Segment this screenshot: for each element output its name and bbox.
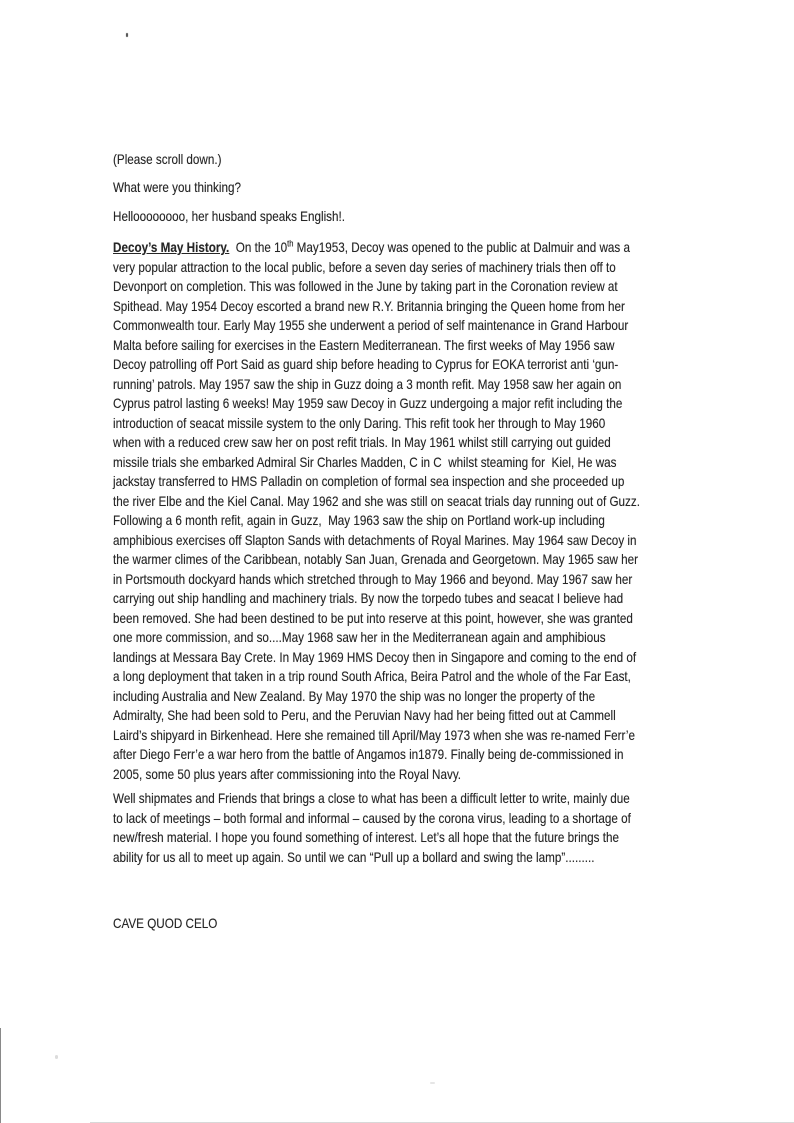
- text-line: introduction of seacat missile system to the only Daring. This refit took her through to May 1960: [113, 414, 606, 431]
- closing-paragraph: [113, 789, 698, 867]
- text-line: 2005, some 50 plus years after commissioning into the Royal Navy.: [113, 765, 462, 782]
- history-paragraph: [113, 238, 698, 784]
- ordinal-superscript: th: [287, 238, 294, 249]
- text-line: landings at Messara Bay Crete. In May 1969 HMS Decoy then in Singapore and coming to the end of: [113, 648, 637, 665]
- text-line: jackstay transferred to HMS Palladin on completion of formal sea inspection and she proceeded up: [113, 473, 625, 490]
- text-line: Decoy patrolling off Port Said as guard ship before heading to Cyprus for EOKA terrorist anti ‘gun-: [113, 356, 619, 373]
- text-line: the warmer climes of the Caribbean, notably San Juan, Grenada and Georgetown. May 1965 saw her: [113, 551, 639, 568]
- text-line: after Diego Ferr’e a war hero from the battle of Angamos in1879. Finally being de-commissioned in: [113, 746, 624, 763]
- text-line: including Australia and New Zealand. By May 1970 the ship was no longer the property of the: [113, 687, 596, 704]
- text-line: Laird’s shipyard in Birkenhead. Here she remained till April/May 1973 when she was re-named Ferr’e: [113, 726, 635, 743]
- text-line: missile trials she embarked Admiral Sir Charles Madden, C in C whilst steaming for Kiel, He was: [113, 453, 617, 470]
- text-line: very popular attraction to the local public, before a seven day series of machinery trials then off to: [113, 258, 616, 275]
- text-line: been removed. She had been destined to be put into reserve at this point, however, she was granted: [113, 609, 633, 626]
- scan-speck: [126, 33, 128, 37]
- signoff-text: [113, 914, 698, 934]
- text-line: Helloooooooo, her husband speaks English!.: [113, 207, 346, 224]
- text-line: What were you thinking?: [113, 179, 242, 196]
- page-edge-artifact: [0, 1028, 1, 1123]
- text-line: Malta before sailing for exercises in the Eastern Mediterranean. The first weeks of May 1956 saw: [113, 336, 615, 353]
- history-lines: [113, 258, 698, 785]
- text-line: carrying out ship handling and machinery trials. By now the torpedo tubes and seacat I believe had: [113, 590, 624, 607]
- text-line: amphibious exercises off Slapton Sands with detachments of Royal Marines. May 1964 saw Decoy in: [113, 531, 637, 548]
- text-line: new/fresh material. I hope you found something of interest. Let’s all hope that the future brings the: [113, 829, 620, 846]
- text-line: running’ patrols. May 1957 saw the ship in Guzz doing a 3 month refit. May 1958 saw her again on: [113, 375, 622, 392]
- history-first-line: [113, 238, 698, 258]
- history-line1-post: May1953, Decoy was opened to the public at Dalmuir and was a: [293, 239, 631, 256]
- text-line: Devonport on completion. This was followed in the June by taking part in the Coronation review at: [113, 278, 618, 295]
- text-line: the river Elbe and the Kiel Canal. May 1962 and she was still on seacat trials day running out of Guzz.: [113, 492, 641, 509]
- text-line: Commonwealth tour. Early May 1955 she underwent a period of self maintenance in Grand Harbour: [113, 317, 629, 334]
- text-line: when with a reduced crew saw her on post refit trials. In May 1961 whilst still carrying out guided: [113, 434, 611, 451]
- text-line: in Portsmouth dockyard hands which stretched through to May 1966 and beyond. May 1967 saw her: [113, 570, 633, 587]
- text-line: Admiralty, She had been sold to Peru, and the Peruvian Navy had her being fitted out at Cammell: [113, 707, 616, 724]
- history-heading: Decoy’s May History.: [113, 239, 230, 256]
- text-line: ability for us all to meet up again. So until we can “Pull up a bollard and swing the lamp”.........: [113, 848, 595, 865]
- intro-paragraphs: [113, 150, 698, 226]
- text-line: to lack of meetings – both formal and informal – caused by the corona virus, leading to a shortage of: [113, 809, 631, 826]
- history-line1-pre: On the 10: [229, 239, 288, 256]
- text-line: Spithead. May 1954 Decoy escorted a brand new R.Y. Britannia bringing the Queen home from her: [113, 297, 625, 314]
- signoff-line: CAVE QUOD CELO: [113, 915, 218, 932]
- text-line: Following a 6 month refit, again in Guzz, May 1963 saw the ship on Portland work-up including: [113, 512, 605, 529]
- scan-speck: [55, 1055, 58, 1059]
- scan-speck: [430, 1082, 435, 1084]
- letter-body: [113, 150, 698, 934]
- text-line: one more commission, and so....May 1968 saw her in the Mediterranean again and amphibious: [113, 629, 606, 646]
- text-line: a long deployment that taken in a trip round South Africa, Beira Patrol and the whole of the Far East,: [113, 668, 631, 685]
- text-line: (Please scroll down.): [113, 151, 222, 167]
- text-line: Cyprus patrol lasting 6 weeks! May 1959 saw Decoy in Guzz undergoing a major refit including the: [113, 395, 623, 412]
- text-line: Well shipmates and Friends that brings a close to what has been a difficult letter to write, mainly due: [113, 790, 630, 807]
